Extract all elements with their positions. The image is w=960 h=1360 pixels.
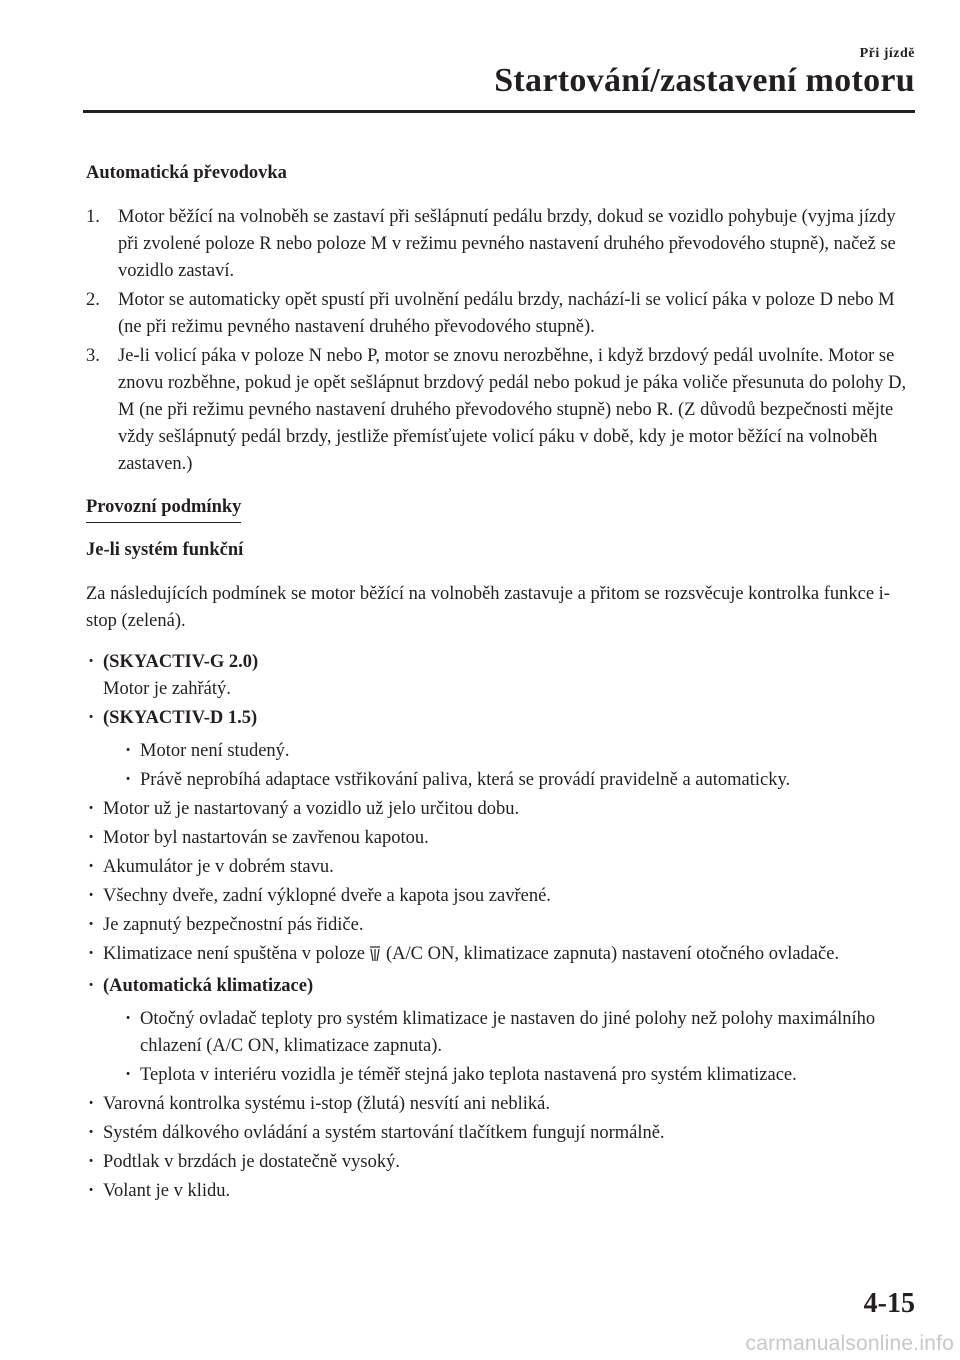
- auto-climate-label: (Automatická klimatizace): [103, 976, 314, 996]
- engine-variant-text: Motor je zahřátý.: [103, 679, 231, 699]
- intro-paragraph: Za následujících podmínek se motor běžící na volnoběh zastavuje a přitom se rozsvěcuje kontrolka funkce i-stop (zelená).: [86, 584, 890, 631]
- list-item: · Systém dálkového ovládání a systém startování tlačítkem fungují normálně.: [86, 1120, 916, 1147]
- list-item-skyactiv-d: [86, 705, 916, 794]
- list-item: · Volant je v klidu.: [86, 1178, 916, 1205]
- list-item-climate: [86, 941, 916, 971]
- auto-climate-sublist: [123, 1006, 916, 1089]
- step-number: 3.: [86, 346, 100, 366]
- climate-text-after: (A/C ON, klimatizace zapnuta) nastavení otočného ovladače.: [386, 944, 840, 964]
- conditions-list: [86, 649, 916, 1205]
- step-text: Motor běžící na volnoběh se zastaví při sešlápnutí pedálu brzdy, dokud se vozidlo pohybuje (vyjma jízdy při zvolené poloze R nebo poloze M v režimu pevného nastavení druhého převodového stupně), načež se vozidlo zastaví.: [118, 207, 896, 281]
- step-item: [86, 204, 916, 285]
- list-item-skyactiv-g: [86, 649, 916, 703]
- engine-variant-label: (SKYACTIV-D 1.5): [103, 708, 258, 728]
- list-item: · Právě neprobíhá adaptace vstřikování paliva, která se provádí pravidelně a automaticky.: [123, 767, 916, 794]
- watermark: carmanualsonline.info: [745, 1332, 954, 1355]
- header-rule: [83, 110, 915, 113]
- section-label: Při jízdě: [859, 46, 915, 61]
- list-item-auto-climate: [86, 973, 916, 1089]
- diesel-sublist: [123, 738, 916, 794]
- page-number: 4-15: [863, 1288, 915, 1319]
- engine-variant-label: (SKYACTIV-G 2.0): [103, 652, 259, 672]
- list-item: · Motor už je nastartovaný a vozidlo už jelo určitou dobu.: [86, 796, 916, 823]
- automatic-transmission-heading: Automatická převodovka: [86, 163, 287, 183]
- list-item: · Motor byl nastartován se zavřenou kapotou.: [86, 825, 916, 852]
- step-text: Motor se automaticky opět spustí při uvolnění pedálu brzdy, nachází-li se volicí páka v poloze D nebo M (ne při režimu pevného nastavení druhého převodového stupně).: [118, 290, 895, 337]
- page-title: Startování/zastavení motoru: [494, 62, 915, 99]
- step-number: 1.: [86, 207, 100, 227]
- operating-conditions-heading: Provozní podmínky: [86, 494, 241, 523]
- list-item: · Akumulátor je v dobrém stavu.: [86, 854, 916, 881]
- step-text: Je-li volicí páka v poloze N nebo P, motor se znovu nerozběhne, i když brzdový pedál uvolníte. Motor se znovu rozběhne, pokud je opět sešlápnut brzdový pedál nebo pokud je páka voliče přesunuta do polohy D, M (ne při režimu pevného nastavení druhého převodového stupně) nebo R. (Z důvodů bezpečnosti mějte vždy sešlápnutý pedál brzdy, jestliže přemísťujete volicí páku v době, kdy je motor běžící na volnoběh zastaven.): [118, 346, 907, 474]
- list-item: · Teplota v interiéru vozidla je téměř stejná jako teplota nastavená pro systém klimatizace.: [123, 1062, 916, 1089]
- list-item: · Varovná kontrolka systému i-stop (žlutá) nesvítí ani nebliká.: [86, 1091, 916, 1118]
- list-item: · Motor není studený.: [123, 738, 916, 765]
- air-conditioning-mode-icon: [367, 944, 383, 971]
- step-item: [86, 343, 916, 478]
- steps-list: [86, 204, 916, 478]
- system-active-subheading: Je-li systém funkční: [86, 540, 244, 560]
- main-content: [86, 160, 916, 1207]
- list-item: · Podtlak v brzdách je dostatečně vysoký.: [86, 1149, 916, 1176]
- climate-text-before: Klimatizace není spuštěna v poloze: [103, 944, 365, 964]
- list-item: · Je zapnutý bezpečnostní pás řidiče.: [86, 912, 916, 939]
- step-number: 2.: [86, 290, 100, 310]
- list-item: · Otočný ovladač teploty pro systém klimatizace je nastaven do jiné polohy než polohy maximálního chlazení (A/C ON, klimatizace zapnuta).: [123, 1006, 916, 1060]
- step-item: [86, 287, 916, 341]
- list-item: · Všechny dveře, zadní výklopné dveře a kapota jsou zavřené.: [86, 883, 916, 910]
